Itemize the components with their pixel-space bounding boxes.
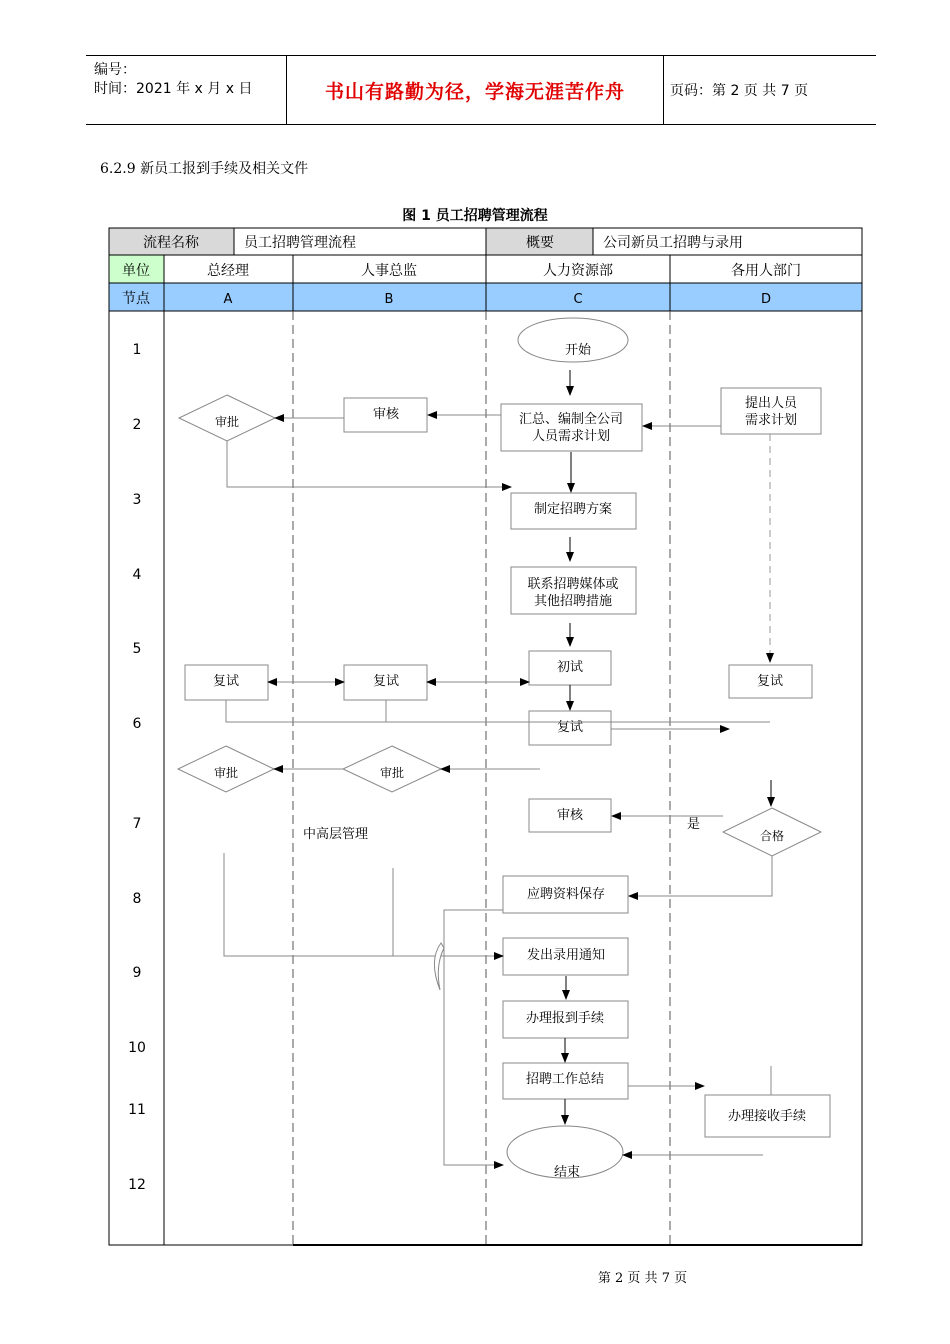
flow-connectors: [224, 370, 772, 1165]
summary-label: 概要: [526, 235, 554, 251]
row-number: 8: [132, 891, 142, 907]
propose-label-2: 需求计划: [744, 413, 798, 428]
unit-hr-director: 人事总监: [361, 263, 417, 279]
row-number: 9: [132, 965, 142, 981]
node-a: A: [223, 292, 233, 307]
row-number: 3: [132, 492, 142, 508]
page-footer: 第 2 页 共 7 页: [597, 1271, 688, 1286]
summary-text: 公司新员工招聘与录用: [603, 235, 743, 251]
row-number: 6: [132, 716, 142, 732]
row-number: 7: [132, 816, 142, 832]
plan-label: 制定招聘方案: [533, 502, 613, 517]
section-title: 6.2.9 新员工报到手续及相关文件: [100, 161, 309, 177]
unit-general-manager: 总经理: [207, 263, 249, 279]
mid-senior-label: 中高层管理: [303, 827, 369, 842]
row-number: 11: [128, 1102, 146, 1118]
unit-hr-department: 人力资源部: [543, 263, 613, 279]
node-b: B: [384, 292, 394, 307]
re-interview-label-a: 复试: [212, 674, 240, 689]
unit-hiring-departments: 各用人部门: [731, 263, 801, 279]
figure-title: 图 1 员工招聘管理流程: [402, 208, 548, 224]
re-interview-label-b: 复试: [372, 674, 400, 689]
node-c: C: [573, 292, 583, 307]
approve-label-a: 审批: [214, 415, 240, 429]
save-files-label: 应聘资料保存: [526, 887, 606, 902]
table-header: [109, 228, 862, 311]
process-name-label: 流程名称: [143, 235, 199, 251]
document-number-label: 编号：: [94, 62, 136, 78]
receive-label: 办理接收手续: [727, 1109, 807, 1124]
approve-label-a2: 审批: [213, 766, 239, 780]
end-label: 结束: [553, 1165, 581, 1180]
flow-shapes: [178, 318, 830, 1180]
review-label-c: 审核: [556, 808, 584, 823]
send-notice-label: 发出录用通知: [526, 948, 606, 963]
row-number: 12: [128, 1177, 146, 1193]
document-time: 时间：2021 年 x 月 x 日: [94, 81, 253, 97]
re-interview-label-c: 复试: [556, 720, 584, 735]
qualified-label: 合格: [759, 829, 785, 843]
start-label: 开始: [564, 343, 592, 358]
node-d: D: [760, 292, 772, 307]
review-label-b: 审核: [372, 407, 400, 422]
propose-label-1: 提出人员: [744, 396, 798, 411]
unit-label: 单位: [122, 263, 150, 279]
first-interview-label: 初试: [556, 660, 584, 675]
approve-label-b2: 审批: [379, 766, 405, 780]
summarize-label-2: 人员需求计划: [531, 429, 611, 444]
row-number: 4: [132, 567, 142, 583]
re-interview-label-d: 复试: [756, 674, 784, 689]
row-number: 1: [132, 342, 142, 358]
yes-label: 是: [687, 817, 701, 832]
summary-work-label: 招聘工作总结: [525, 1072, 605, 1087]
onboard-label: 办理报到手续: [525, 1011, 605, 1026]
row-numbers: [128, 342, 146, 1193]
media-label-2: 其他招聘措施: [533, 594, 613, 609]
node-label: 节点: [122, 291, 150, 307]
motto: 书山有路勤为径，学海无涯苦作舟: [324, 80, 625, 103]
page-info: 页码：第 2 页 共 7 页: [670, 83, 809, 99]
process-name: 员工招聘管理流程: [244, 235, 356, 251]
row-number: 2: [132, 417, 142, 433]
row-number: 10: [128, 1040, 146, 1056]
media-label-1: 联系招聘媒体或: [527, 577, 619, 592]
summarize-label-1: 汇总、编制全公司: [518, 412, 624, 427]
row-number: 5: [132, 641, 142, 657]
